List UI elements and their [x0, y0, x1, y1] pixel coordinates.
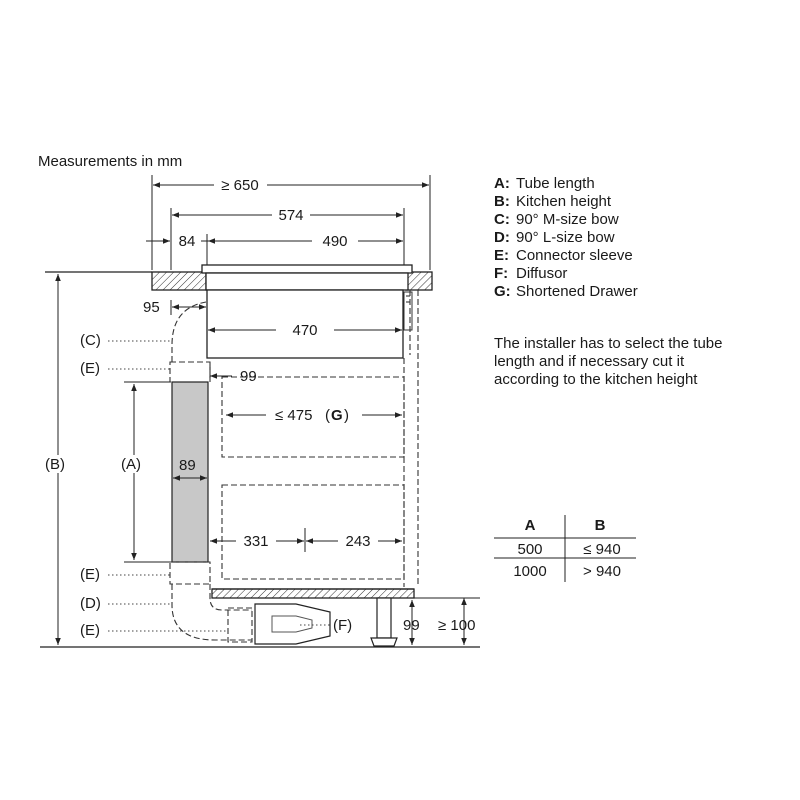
callout-e-mid: (E) — [80, 566, 100, 583]
dim-depth-331: 331 — [243, 533, 269, 550]
note-line-3: according to the kitchen height — [494, 371, 698, 388]
dim-gap-99: 99 — [240, 368, 257, 385]
callout-g-letter: G — [331, 407, 343, 424]
legend-text-e: Connector sleeve — [516, 247, 633, 264]
legend-text-g: Shortened Drawer — [516, 283, 638, 300]
dim-shortened-drawer-value: ≤ 475 — [275, 407, 313, 424]
legend-key-a: A: — [494, 175, 510, 192]
dim-hob-width: 490 — [322, 233, 348, 250]
callout-b: (B) — [45, 456, 65, 473]
tube-length-table — [494, 515, 636, 582]
callout-e-top: (E) — [80, 360, 100, 377]
legend-text-b: Kitchen height — [516, 193, 612, 210]
table-cell: 1000 — [513, 563, 547, 580]
legend — [494, 175, 638, 300]
dim-offset-left: 84 — [178, 233, 196, 250]
worktop — [45, 265, 432, 358]
dim-drawer-width: 470 — [292, 322, 318, 339]
legend-key-c: C: — [494, 211, 510, 228]
dim-cabinet-width: 574 — [278, 207, 304, 224]
table-cell: > 940 — [583, 563, 621, 580]
legend-key-f: F: — [494, 265, 509, 282]
callout-e-bot: (E) — [80, 622, 100, 639]
diagram-title: Measurements in mm — [38, 153, 183, 170]
legend-key-e: E: — [494, 247, 509, 264]
dim-plinth-99: 99 — [403, 617, 420, 634]
callout-g-open: ( — [325, 407, 330, 424]
dim-overall-width: ≥ 650 — [221, 177, 259, 194]
legend-key-g: G: — [494, 283, 511, 300]
dim-duct-offset: 95 — [143, 299, 160, 316]
table-cell: ≤ 940 — [583, 541, 621, 558]
duct-tube — [170, 362, 252, 642]
legend-key-b: B: — [494, 193, 510, 210]
callout-g-close: ) — [344, 407, 349, 424]
dim-depth-243: 243 — [345, 533, 371, 550]
note-line-1: The installer has to select the tube — [494, 335, 723, 352]
legend-text-c: 90° M-size bow — [516, 211, 619, 228]
callout-a: (A) — [121, 456, 141, 473]
table-header-a: A — [524, 517, 536, 534]
dim-duct-depth: 89 — [179, 457, 196, 474]
legend-text-f: Diffusor — [516, 265, 568, 282]
table-cell: 500 — [517, 541, 543, 558]
legend-key-d: D: — [494, 229, 510, 246]
legend-text-a: Tube length — [516, 175, 595, 192]
dim-plinth-100: ≥ 100 — [438, 617, 476, 634]
callout-c: (C) — [80, 332, 101, 349]
table-header-b: B — [594, 517, 606, 534]
dim-shortened-drawer — [226, 407, 402, 424]
callout-f: (F) — [333, 617, 353, 634]
legend-text-d: 90° L-size bow — [516, 229, 615, 246]
installer-note — [494, 335, 722, 388]
top-dimensions — [146, 175, 430, 270]
note-line-2: length and if necessary cut it — [494, 353, 685, 370]
callout-d: (D) — [80, 595, 101, 612]
